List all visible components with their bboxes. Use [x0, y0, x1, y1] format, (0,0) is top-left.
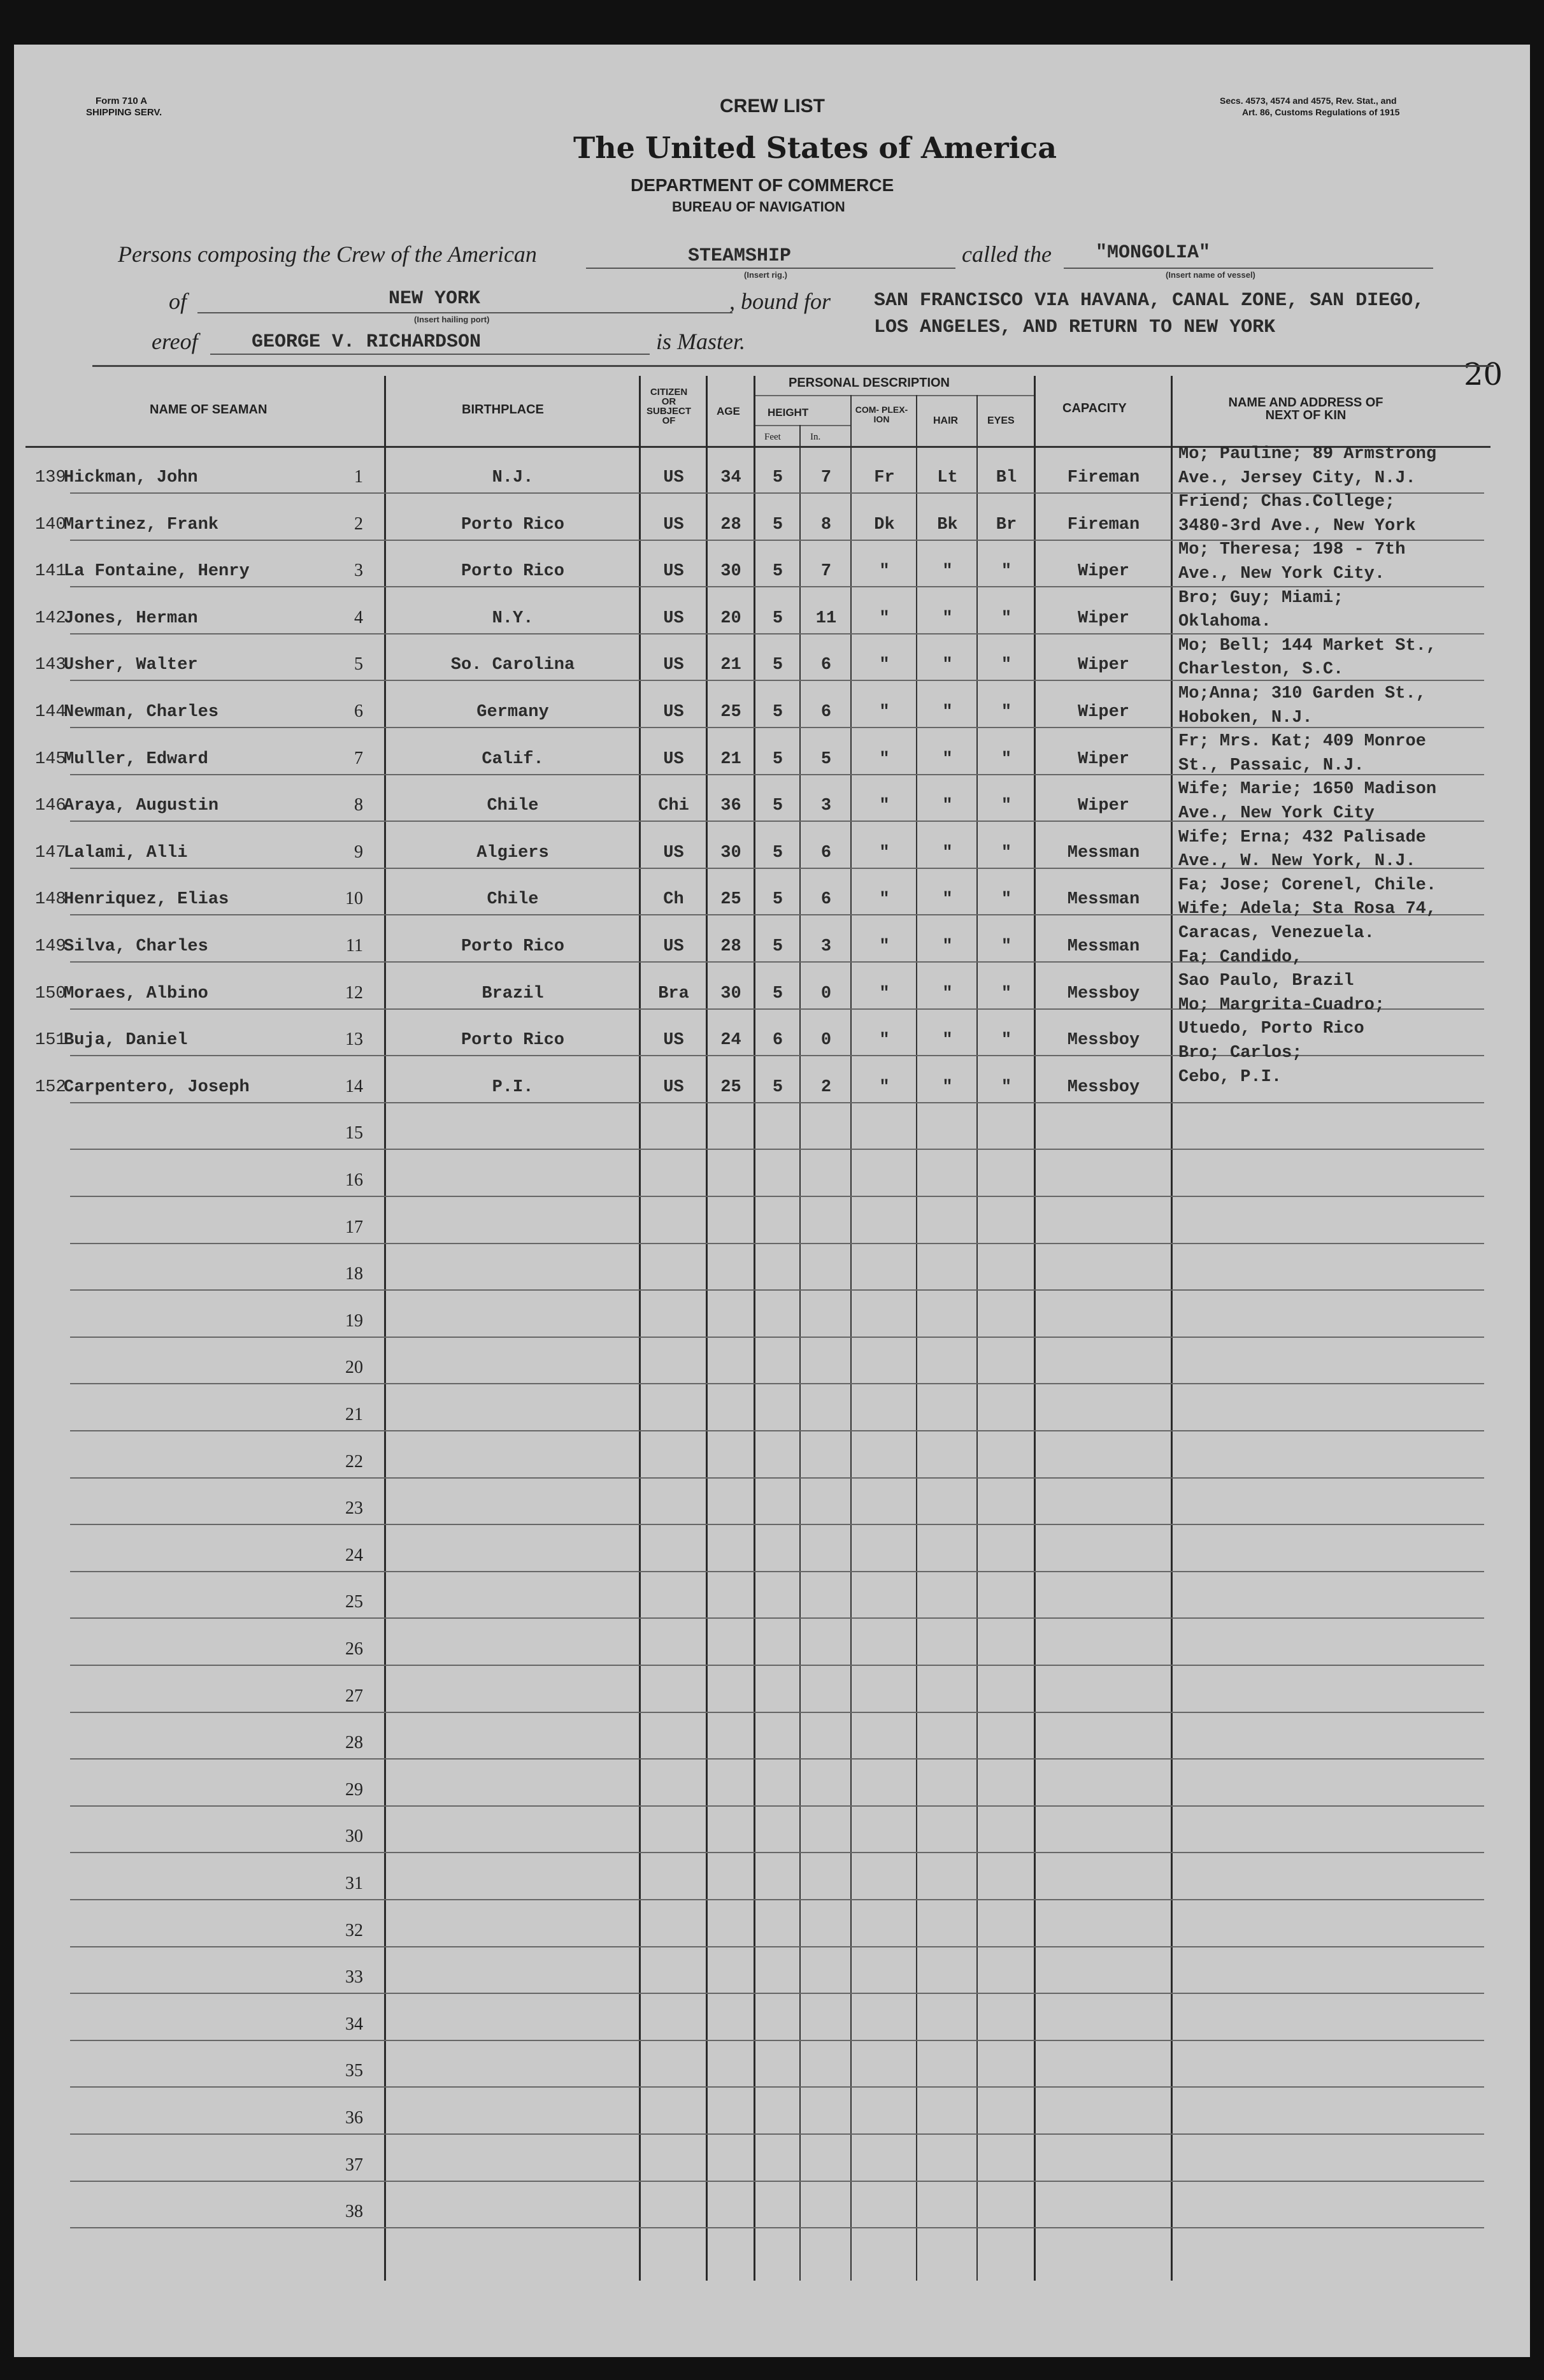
crew-comp: "	[879, 1077, 890, 1097]
crew-cap: Wiper	[1077, 749, 1129, 769]
crew-cap: Messboy	[1067, 1077, 1140, 1097]
table-row-rule	[70, 1758, 1484, 1760]
crew-comp: Fr	[874, 468, 895, 487]
header-rule	[92, 365, 1494, 367]
line-number: 9	[354, 842, 363, 862]
blank-line-number: 38	[345, 2202, 363, 2222]
crew-comp: "	[879, 796, 890, 816]
crew-cap: Wiper	[1077, 656, 1129, 675]
crew-name: Hickman, John	[64, 468, 198, 487]
blank-line-number: 16	[345, 1170, 363, 1190]
service-label: SHIPPING SERV.	[86, 107, 162, 118]
crew-eyes: "	[1001, 843, 1012, 863]
blank-line-number: 35	[345, 2061, 363, 2081]
crew-ft: 5	[772, 890, 783, 910]
crew-age: 30	[720, 984, 741, 1003]
crew-hair: "	[942, 796, 953, 816]
next-of-kin-line: Ave., W. New York, N.J.	[1178, 852, 1416, 871]
regulation-reference: Art. 86, Customs Regulations of 1915	[1242, 107, 1400, 117]
crew-birth: Chile	[487, 890, 539, 910]
master-name: GEORGE V. RICHARDSON	[252, 331, 482, 353]
crew-cit: Chi	[658, 796, 689, 816]
crew-cap: Wiper	[1077, 796, 1129, 816]
called-the-label: called the	[962, 241, 1052, 267]
crew-serial-number: 141	[35, 562, 66, 582]
table-row-rule	[70, 586, 1484, 587]
crew-in: 0	[820, 1031, 832, 1050]
crew-ft: 5	[772, 703, 783, 722]
crew-cap: Messman	[1067, 890, 1140, 910]
crew-birth: Chile	[487, 796, 539, 816]
crew-serial-number: 149	[35, 937, 66, 956]
next-of-kin-line: Ave., Jersey City, N.J.	[1178, 468, 1416, 488]
blank-line-number: 22	[345, 1451, 363, 1472]
crew-list-page	[14, 45, 1530, 2357]
crew-eyes: "	[1001, 749, 1012, 769]
port-note: (Insert hailing port)	[414, 315, 490, 324]
crew-ft: 6	[772, 1031, 783, 1050]
rig-note: (Insert rig.)	[744, 270, 787, 280]
crew-ft: 5	[772, 656, 783, 675]
page-number: 20	[1464, 357, 1503, 392]
next-of-kin-line: Bro; Guy; Miami;	[1178, 588, 1344, 608]
table-row-rule	[70, 2040, 1484, 2041]
crew-birth: Porto Rico	[461, 1031, 565, 1050]
crew-birth: So. Carolina	[450, 656, 575, 675]
crew-ft: 5	[772, 562, 783, 582]
crew-hair: "	[942, 890, 953, 910]
col-citizen: CITIZEN OR SUBJECT OF	[646, 387, 691, 426]
table-row-rule	[70, 1852, 1484, 1853]
crew-cap: Fireman	[1067, 515, 1140, 534]
next-of-kin-line: Cebo, P.I.	[1178, 1067, 1282, 1087]
next-of-kin-line: Fa; Jose; Corenel, Chile.	[1178, 875, 1437, 895]
whereof-label: ereof	[152, 329, 198, 354]
blank-line-number: 31	[345, 1874, 363, 1893]
crew-hair: Bk	[937, 515, 958, 534]
crew-serial-number: 140	[35, 515, 66, 534]
next-of-kin-line: Ave., New York City	[1178, 804, 1375, 823]
crew-ft: 5	[772, 796, 783, 816]
crew-age: 24	[720, 1031, 741, 1050]
col-feet: Feet	[764, 432, 781, 442]
crew-eyes: "	[1001, 796, 1012, 816]
document-title: The United States of America	[573, 131, 1057, 165]
line-number: 1	[354, 467, 363, 487]
crew-age: 25	[720, 703, 741, 722]
next-of-kin-line: Utuedo, Porto Rico	[1178, 1019, 1364, 1039]
divider-hair	[976, 395, 978, 2281]
table-row-rule	[70, 1665, 1484, 1666]
table-row-rule	[70, 1149, 1484, 1150]
line-number: 14	[345, 1076, 363, 1096]
line-number: 7	[354, 748, 363, 768]
of-label: of	[169, 289, 187, 314]
crew-cit: US	[663, 1031, 684, 1050]
crew-cit: US	[663, 703, 684, 722]
department-name: DEPARTMENT OF COMMERCE	[631, 175, 894, 195]
crew-age: 34	[720, 468, 741, 487]
crew-age: 25	[720, 1077, 741, 1097]
crew-list-title: CREW LIST	[720, 96, 825, 117]
table-row-rule	[70, 1102, 1484, 1103]
next-of-kin-line: Wife; Adela; Sta Rosa 74,	[1178, 900, 1437, 919]
vessel-underline	[1064, 268, 1433, 269]
divider-complexion	[916, 395, 917, 2281]
crew-in: 11	[815, 608, 837, 628]
next-of-kin-line: Charleston, S.C.	[1178, 660, 1344, 680]
table-row-rule	[70, 1899, 1484, 1900]
crew-hair: "	[942, 562, 953, 582]
crew-eyes: "	[1001, 937, 1012, 956]
line-number: 12	[345, 982, 363, 1003]
next-of-kin-line: Mo;Anna; 310 Garden St.,	[1178, 684, 1426, 703]
vessel-rig: STEAMSHIP	[688, 245, 792, 267]
blank-line-number: 21	[345, 1405, 363, 1424]
col-next-of-kin: NAME AND ADDRESS OF NEXT OF KIN	[1228, 396, 1383, 422]
crew-cap: Messboy	[1067, 984, 1140, 1003]
crew-hair: "	[942, 703, 953, 722]
line1-prefix: Persons composing the Crew of the American	[118, 241, 537, 267]
crew-eyes: "	[1001, 1031, 1012, 1050]
crew-comp: Dk	[874, 515, 895, 534]
table-row-rule	[70, 1805, 1484, 1807]
crew-ft: 5	[772, 468, 783, 487]
crew-cit: US	[663, 937, 684, 956]
next-of-kin-line: Bro; Carlos;	[1178, 1043, 1303, 1063]
crew-name: Moraes, Albino	[64, 984, 208, 1003]
table-row-rule	[70, 1196, 1484, 1197]
crew-cap: Wiper	[1077, 703, 1129, 722]
hailing-port: NEW YORK	[389, 288, 481, 310]
table-row-rule	[70, 1712, 1484, 1713]
table-row-rule	[70, 2227, 1484, 2228]
blank-line-number: 37	[345, 2154, 363, 2175]
blank-line-number: 32	[345, 1920, 363, 1940]
crew-birth: P.I.	[492, 1077, 534, 1097]
next-of-kin-line: Mo; Theresa; 198 - 7th	[1178, 540, 1406, 560]
blank-line-number: 18	[345, 1264, 363, 1284]
port-underline	[197, 312, 733, 313]
crew-birth: Porto Rico	[461, 515, 565, 534]
crew-cit: Bra	[658, 984, 689, 1003]
col-personal-description: PERSONAL DESCRIPTION	[789, 376, 950, 390]
crew-cit: US	[663, 1077, 684, 1097]
crew-serial-number: 143	[35, 656, 66, 675]
crew-cit: US	[663, 562, 684, 582]
crew-age: 30	[720, 562, 741, 582]
crew-comp: "	[879, 608, 890, 628]
blank-line-number: 15	[345, 1123, 363, 1143]
col-age: AGE	[717, 405, 740, 417]
crew-in: 6	[820, 656, 832, 675]
table-row-rule	[70, 1477, 1484, 1479]
crew-age: 28	[720, 515, 741, 534]
crew-serial-number: 139	[35, 468, 66, 487]
table-row-rule	[70, 680, 1484, 681]
crew-birth: Brazil	[482, 984, 544, 1003]
bureau-name: BUREAU OF NAVIGATION	[672, 199, 845, 215]
crew-serial-number: 150	[35, 984, 66, 1003]
crew-ft: 5	[772, 515, 783, 534]
crew-in: 6	[820, 703, 832, 722]
crew-hair: Lt	[937, 468, 958, 487]
crew-comp: "	[879, 984, 890, 1003]
crew-name: Silva, Charles	[64, 937, 208, 956]
blank-line-number: 30	[345, 1826, 363, 1847]
crew-in: 8	[820, 515, 832, 534]
rig-underline	[586, 268, 955, 269]
next-of-kin-line: Sao Paulo, Brazil	[1178, 971, 1354, 991]
col-name-of-seaman: NAME OF SEAMAN	[150, 403, 268, 417]
crew-serial-number: 145	[35, 749, 66, 769]
crew-eyes: "	[1001, 608, 1012, 628]
crew-comp: "	[879, 562, 890, 582]
blank-line-number: 28	[345, 1733, 363, 1753]
crew-cit: US	[663, 515, 684, 534]
blank-line-number: 25	[345, 1592, 363, 1612]
table-row-rule	[70, 2133, 1484, 2135]
master-underline	[210, 354, 650, 355]
crew-birth: Porto Rico	[461, 937, 565, 956]
col-inches: In.	[810, 432, 821, 442]
crew-birth: Calif.	[482, 749, 544, 769]
crew-cap: Wiper	[1077, 608, 1129, 628]
crew-serial-number: 148	[35, 890, 66, 910]
crew-eyes: "	[1001, 562, 1012, 582]
crew-ft: 5	[772, 1077, 783, 1097]
crew-birth: Porto Rico	[461, 562, 565, 582]
blank-line-number: 17	[345, 1217, 363, 1237]
form-number: Form 710 A	[96, 96, 148, 106]
bound-for-label: , bound for	[729, 289, 831, 314]
crew-name: Lalami, Alli	[64, 843, 188, 863]
next-of-kin-line: St., Passaic, N.J.	[1178, 756, 1364, 775]
personal-rule	[755, 395, 1035, 396]
crew-name: Henriquez, Elias	[64, 890, 229, 910]
crew-ft: 5	[772, 843, 783, 863]
crew-cit: US	[663, 608, 684, 628]
next-of-kin-line: Fa; Candido,	[1178, 947, 1303, 967]
crew-serial-number: 144	[35, 703, 66, 722]
crew-comp: "	[879, 656, 890, 675]
blank-line-number: 19	[345, 1310, 363, 1331]
table-row-rule	[70, 1993, 1484, 1994]
next-of-kin-line: Caracas, Venezuela.	[1178, 924, 1375, 943]
crew-comp: "	[879, 890, 890, 910]
line-number: 10	[345, 889, 363, 909]
blank-line-number: 34	[345, 2014, 363, 2034]
crew-cit: Ch	[663, 890, 684, 910]
line-number: 8	[354, 795, 363, 815]
table-row-rule	[70, 633, 1484, 634]
is-master-label: is Master.	[656, 329, 746, 354]
crew-cap: Messman	[1067, 937, 1140, 956]
crew-eyes: "	[1001, 703, 1012, 722]
line-number: 3	[354, 561, 363, 581]
vessel-name: "MONGOLIA"	[1096, 242, 1211, 264]
crew-hair: "	[942, 843, 953, 863]
blank-line-number: 36	[345, 2108, 363, 2128]
next-of-kin-line: Mo; Margrita-Cuadro;	[1178, 995, 1385, 1015]
col-capacity: CAPACITY	[1062, 401, 1127, 415]
table-row-rule	[70, 1946, 1484, 1947]
crew-cit: US	[663, 843, 684, 863]
crew-hair: "	[942, 1077, 953, 1097]
col-eyes: EYES	[987, 415, 1015, 426]
crew-age: 30	[720, 843, 741, 863]
crew-age: 25	[720, 890, 741, 910]
divider-height	[850, 395, 852, 2281]
crew-eyes: Br	[996, 515, 1017, 534]
line-number: 11	[346, 936, 363, 956]
next-of-kin-line: Hoboken, N.J.	[1178, 708, 1313, 728]
crew-name: Jones, Herman	[64, 608, 198, 628]
crew-age: 36	[720, 796, 741, 816]
crew-eyes: "	[1001, 656, 1012, 675]
crew-eyes: "	[1001, 890, 1012, 910]
table-row-rule	[70, 1617, 1484, 1619]
height-rule	[755, 425, 850, 426]
crew-in: 3	[820, 796, 832, 816]
table-row-rule	[70, 1524, 1484, 1525]
crew-birth: Germany	[476, 703, 549, 722]
col-complexion: COM- PLEX- ION	[855, 405, 908, 424]
crew-birth: N.Y.	[492, 608, 534, 628]
crew-serial-number: 142	[35, 608, 66, 628]
crew-serial-number: 152	[35, 1077, 66, 1097]
vessel-note: (Insert name of vessel)	[1166, 270, 1255, 280]
crew-serial-number: 146	[35, 796, 66, 816]
next-of-kin-line: Mo; Pauline; 89 Armstrong	[1178, 445, 1437, 464]
crew-comp: "	[879, 937, 890, 956]
table-row-rule	[70, 1243, 1484, 1244]
table-row-rule	[70, 1337, 1484, 1338]
crew-comp: "	[879, 703, 890, 722]
crew-name: Martinez, Frank	[64, 515, 219, 534]
next-of-kin-line: Oklahoma.	[1178, 612, 1271, 632]
blank-line-number: 26	[345, 1639, 363, 1659]
crew-name: Usher, Walter	[64, 656, 198, 675]
crew-birth: Algiers	[476, 843, 549, 863]
crew-ft: 5	[772, 984, 783, 1003]
blank-line-number: 33	[345, 1967, 363, 1988]
crew-eyes: Bl	[996, 468, 1017, 487]
blank-line-number: 29	[345, 1779, 363, 1800]
col-birthplace: BIRTHPLACE	[462, 403, 544, 417]
next-of-kin-line: Friend; Chas.College;	[1178, 492, 1396, 512]
crew-cit: US	[663, 749, 684, 769]
crew-comp: "	[879, 1031, 890, 1050]
crew-eyes: "	[1001, 1077, 1012, 1097]
crew-hair: "	[942, 937, 953, 956]
crew-in: 3	[820, 937, 832, 956]
crew-name: Buja, Daniel	[64, 1031, 188, 1050]
crew-cap: Messman	[1067, 843, 1140, 863]
next-of-kin-line: 3480-3rd Ave., New York	[1178, 516, 1416, 536]
crew-in: 7	[820, 468, 832, 487]
blank-line-number: 24	[345, 1545, 363, 1565]
destination-line-1: SAN FRANCISCO VIA HAVANA, CANAL ZONE, SAN DIEGO,	[874, 290, 1425, 312]
crew-age: 28	[720, 937, 741, 956]
table-row-rule	[70, 1430, 1484, 1431]
crew-ft: 5	[772, 608, 783, 628]
crew-hair: "	[942, 1031, 953, 1050]
crew-hair: "	[942, 749, 953, 769]
next-of-kin-line: Wife; Marie; 1650 Madison	[1178, 780, 1437, 799]
next-of-kin-line: Ave., New York City.	[1178, 564, 1385, 584]
crew-name: Araya, Augustin	[64, 796, 219, 816]
destination-line-2: LOS ANGELES, AND RETURN TO NEW YORK	[874, 317, 1276, 338]
col-hair: HAIR	[933, 415, 959, 426]
next-of-kin-line: Fr; Mrs. Kat; 409 Monroe	[1178, 732, 1426, 752]
col-height: HEIGHT	[768, 406, 809, 419]
crew-cap: Fireman	[1067, 468, 1140, 487]
next-of-kin-line: Wife; Erna; 432 Palisade	[1178, 828, 1426, 847]
crew-in: 6	[820, 843, 832, 863]
table-row-rule	[70, 1383, 1484, 1384]
crew-in: 5	[820, 749, 832, 769]
table-row-rule	[70, 1289, 1484, 1291]
line-number: 4	[354, 607, 363, 627]
line-number: 5	[354, 654, 363, 675]
blank-line-number: 27	[345, 1686, 363, 1706]
crew-name: Muller, Edward	[64, 749, 208, 769]
crew-hair: "	[942, 656, 953, 675]
table-row-rule	[70, 2086, 1484, 2088]
crew-birth: N.J.	[492, 468, 534, 487]
crew-name: Newman, Charles	[64, 703, 219, 722]
line-number: 13	[345, 1029, 363, 1050]
crew-comp: "	[879, 749, 890, 769]
crew-hair: "	[942, 608, 953, 628]
crew-in: 6	[820, 890, 832, 910]
crew-age: 20	[720, 608, 741, 628]
blank-line-number: 20	[345, 1358, 363, 1378]
crew-in: 0	[820, 984, 832, 1003]
next-of-kin-line: Mo; Bell; 144 Market St.,	[1178, 636, 1437, 656]
table-row-rule	[70, 1571, 1484, 1572]
crew-ft: 5	[772, 749, 783, 769]
blank-line-number: 23	[345, 1498, 363, 1519]
line-number: 6	[354, 701, 363, 721]
crew-in: 2	[820, 1077, 832, 1097]
crew-cap: Wiper	[1077, 562, 1129, 582]
crew-ft: 5	[772, 937, 783, 956]
crew-age: 21	[720, 749, 741, 769]
crew-serial-number: 151	[35, 1031, 66, 1050]
crew-cit: US	[663, 468, 684, 487]
crew-serial-number: 147	[35, 843, 66, 863]
line-number: 2	[354, 513, 363, 534]
crew-name: La Fontaine, Henry	[64, 562, 250, 582]
table-row-rule	[70, 2181, 1484, 2182]
crew-age: 21	[720, 656, 741, 675]
crew-eyes: "	[1001, 984, 1012, 1003]
crew-comp: "	[879, 843, 890, 863]
crew-cit: US	[663, 656, 684, 675]
statute-reference: Secs. 4573, 4574 and 4575, Rev. Stat., and	[1220, 96, 1397, 106]
crew-name: Carpentero, Joseph	[64, 1077, 250, 1097]
crew-hair: "	[942, 984, 953, 1003]
crew-cap: Messboy	[1067, 1031, 1140, 1050]
crew-in: 7	[820, 562, 832, 582]
